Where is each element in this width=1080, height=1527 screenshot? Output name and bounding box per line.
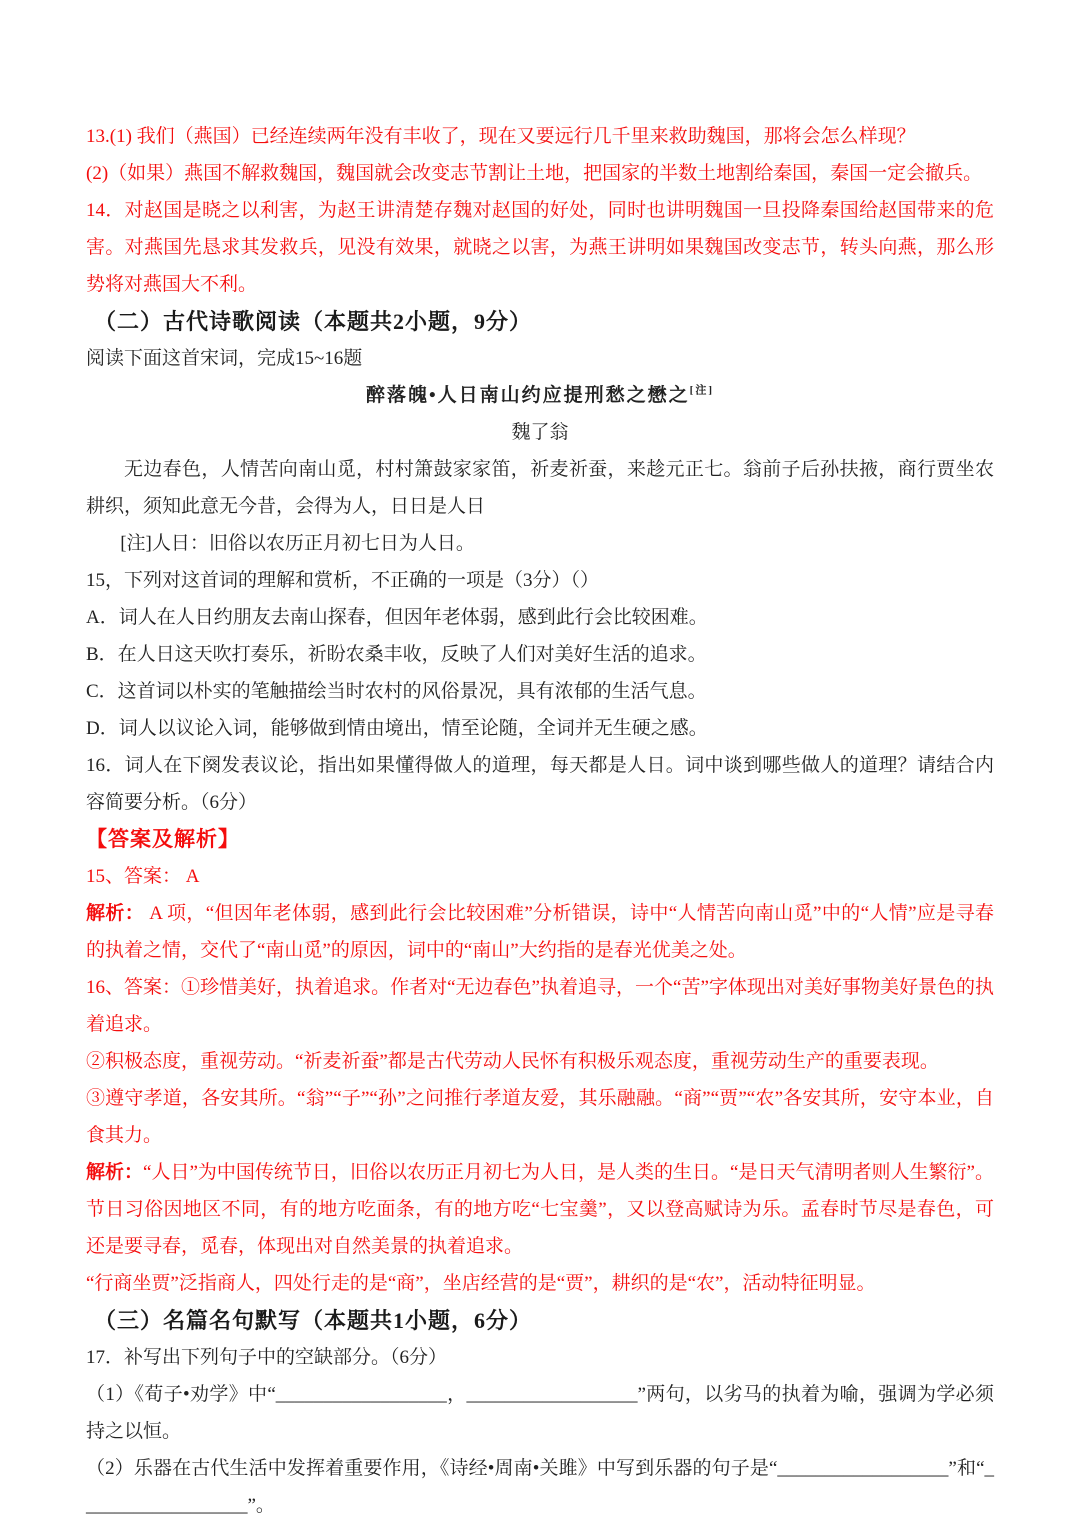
question-15-stem: 15，下列对这首词的理解和赏析，不正确的一项是（3分）（） <box>86 570 600 591</box>
analysis-15-text: A 项，“但因年老体弱，感到此行会比较困难”分析错误，诗中“人情苦向南山觅”中的“人情”应是寻春的执着之情，交代了“南山觅”的原因，词中的“南山”大约指的是春光优美之处。 <box>86 903 994 961</box>
poetry-intro: 阅读下面这首宋词，完成15~16题 <box>86 348 363 369</box>
analysis-label-2: 解析： <box>86 1162 144 1183</box>
poem-title-note-marker: [注] <box>689 384 714 397</box>
answer-13-1: 13.(1) 我们（燕国）已经连续两年没有丰收了，现在又要远行几千里来救助魏国，那将会怎么样现？ <box>86 126 916 147</box>
analysis-label: 解析： <box>86 903 145 924</box>
poem-footnote: [注]人日：旧俗以农历正月初七日为人日。 <box>120 533 475 554</box>
answer-14: 14．对赵国是晓之以利害，为赵王讲清楚存魏对赵国的好处，同时也讲明魏国一旦投降秦国给赵国带来的危害。对燕国先恳求其发救兵，见没有效果，就晓之以害，为燕王讲明如果魏国改变志节，转头向燕，那么形势将对燕国大不利。 <box>86 200 994 295</box>
poem-title <box>86 377 994 414</box>
question-15-option-c: C．这首词以朴实的笔触描绘当时农村的风俗景况，具有浓郁的生活气息。 <box>86 681 707 702</box>
poetry-reading-section <box>86 303 994 821</box>
answer-16-point-1: 16、答案：①珍惜美好，执着追求。作者对“无边春色”执着追寻，一个“苦”字体现出对美好事物美好景色的执着追求。 <box>86 977 994 1035</box>
answer-15-analysis <box>86 895 994 969</box>
analysis-16-text: “人日”为中国传统节日，旧俗以农历正月初七为人日，是人类的生日。“是日天气清明者则人生繁衍”。节日习俗因地区不同，有的地方吃面条，有的地方吃“七宝羹”，又以登高赋诗为乐。孟春时节尽是春色，可还是要寻春，觅春，体现出对自然美景的执着追求。 <box>86 1162 994 1257</box>
question-17-stem: 17．补写出下列句子中的空缺部分。（6分） <box>86 1347 448 1368</box>
question-16-stem: 16．词人在下阕发表议论，指出如果懂得做人的道理，每天都是人日。词中谈到哪些做人的道理？请结合内容简要分析。（6分） <box>86 755 994 813</box>
answer-13-2: (2)（如果）燕国不解救魏国，魏国就会改变志节割让土地，把国家的半数土地割给秦国，秦国一定会撤兵。 <box>86 163 983 184</box>
question-15-option-a: A．词人在人日约朋友去南山探春，但因年老体弱，感到此行会比较困难。 <box>86 607 708 628</box>
answer-16-analysis <box>86 1154 994 1265</box>
question-17-part-2: （2）乐器在古代生活中发挥着重要作用，《诗经•周南•关雎》中写到乐器的句子是“__________________”和“__________________”。 <box>86 1458 994 1516</box>
answers-heading: 【答案及解析】 <box>86 827 240 851</box>
question-15-option-d: D．词人以议论入词，能够做到情由境出，情至论随，全词并无生硬之感。 <box>86 718 708 739</box>
question-15-option-b: B．在人日这天吹打奏乐，祈盼农桑丰收，反映了人们对美好生活的追求。 <box>86 644 707 665</box>
poem-title-text: 醉落魄•人日南山约应提刑愁之懋之 <box>366 385 690 406</box>
section-2-heading: （二）古代诗歌阅读（本题共2小题，9分） <box>94 309 533 334</box>
poem-body: 无边春色，人情苦向南山觅，村村箫鼓家家笛，祈麦祈蚕，来趁元正七。翁前子后孙扶掖，商行贾坐农耕织，须知此意无今昔，会得为人，日日是人日 <box>86 459 994 517</box>
section-3-heading: （三）名篇名句默写（本题共1小题，6分） <box>94 1308 533 1333</box>
answers-analysis-block <box>86 821 994 1302</box>
answer-15: 15、答案： A <box>86 866 200 887</box>
translation-answers-block <box>86 118 994 303</box>
answer-16-point-2: ②积极态度，重视劳动。“祈麦祈蚕”都是古代劳动人民怀有积极乐观态度，重视劳动生产的重要表现。 <box>86 1051 939 1072</box>
answer-16-extra-note: “行商坐贾”泛指商人，四处行走的是“商”，坐店经营的是“贾”，耕织的是“农”，活动特征明显。 <box>86 1273 876 1294</box>
answer-16-point-3: ③遵守孝道，各安其所。“翁”“子”“孙”之问推行孝道友爱，其乐融融。“商”“贾”“农”各安其所，安守本业，自食其力。 <box>86 1088 994 1146</box>
dictation-section <box>86 1302 994 1524</box>
question-17-part-1: （1）《荀子•劝学》中“__________________，__________________”两句，以劣马的执着为喻，强调为学必须持之以恒。 <box>86 1384 994 1442</box>
poem-author: 魏了翁 <box>511 422 569 443</box>
